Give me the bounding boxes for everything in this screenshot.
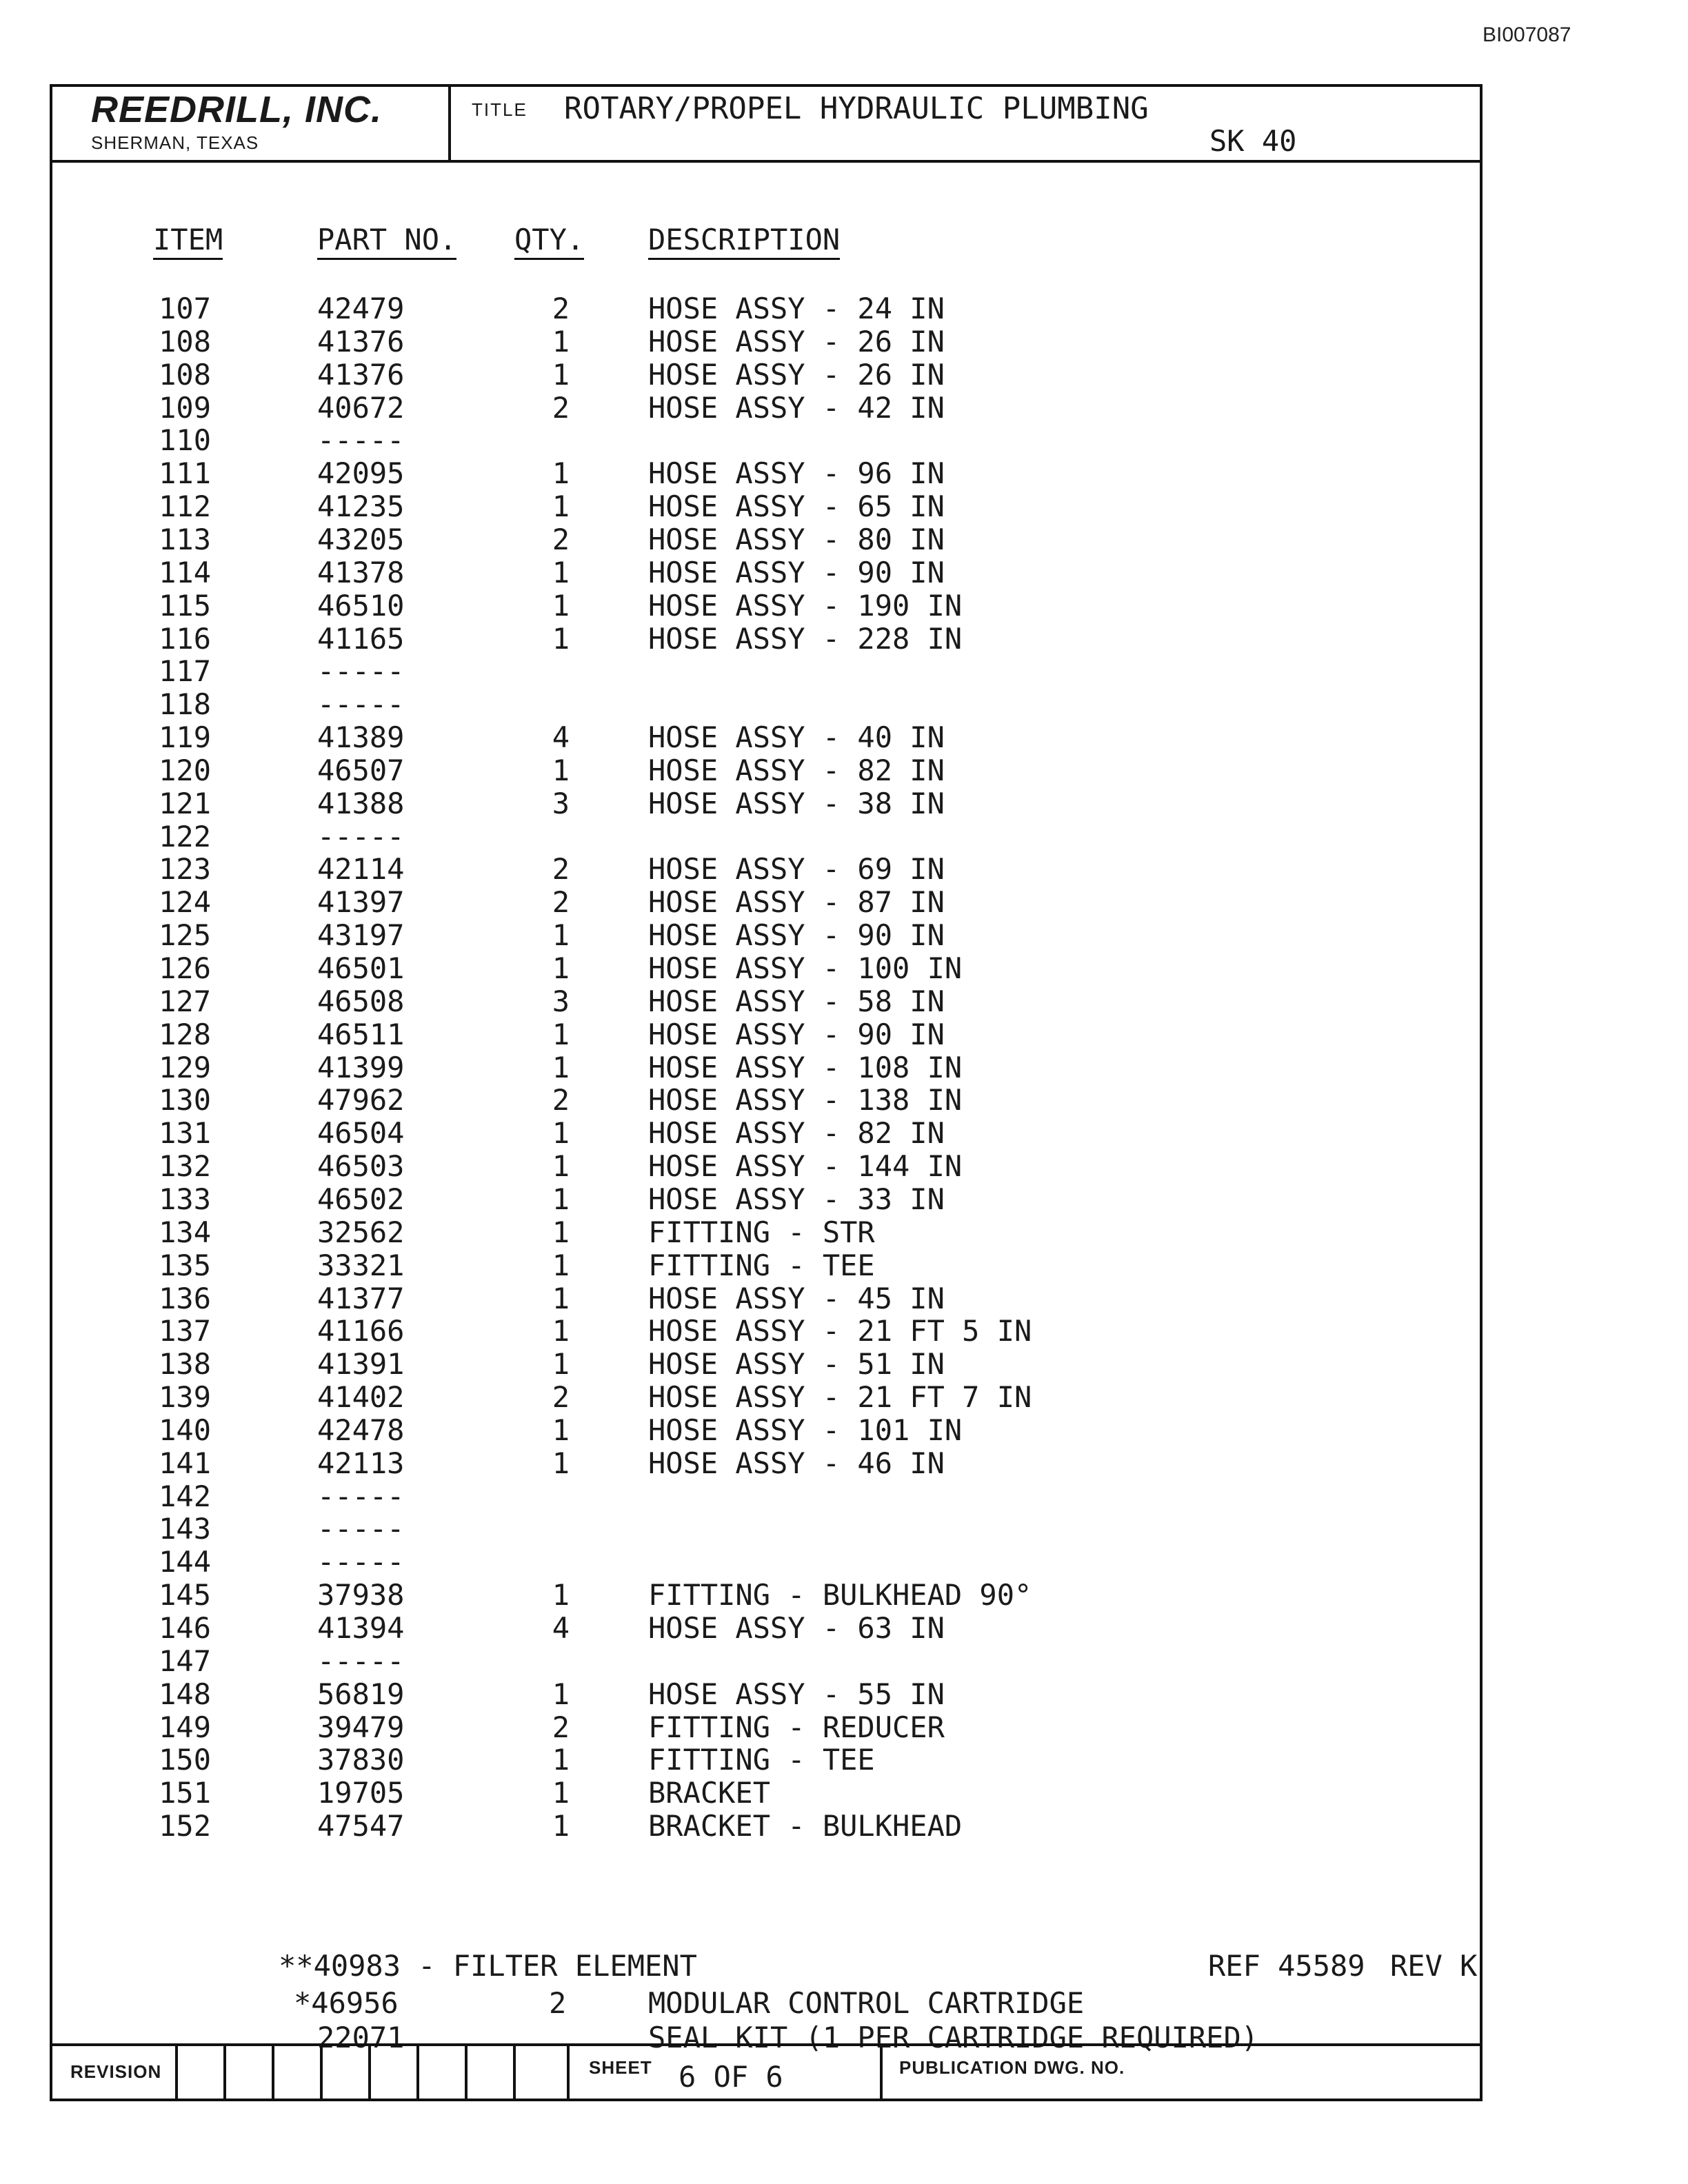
reference-number: REF 45589 bbox=[1208, 1949, 1365, 1983]
item-number: 116 bbox=[159, 622, 211, 656]
revision-label: REVISION bbox=[70, 2061, 162, 2082]
quantity: 1 bbox=[552, 918, 570, 952]
item-number: 117 bbox=[159, 654, 211, 688]
table-row bbox=[52, 1743, 1480, 1776]
description: BRACKET bbox=[648, 1776, 771, 1810]
item-number: 124 bbox=[159, 885, 211, 919]
sheet-label: SHEET bbox=[589, 2057, 652, 2078]
quantity: 1 bbox=[552, 456, 570, 490]
revision-cell bbox=[175, 2046, 223, 2099]
seal-kit-part-number: 22071 bbox=[317, 2021, 405, 2054]
part-number: 43205 bbox=[317, 523, 405, 556]
item-number: 107 bbox=[159, 292, 211, 325]
table-row bbox=[52, 1183, 1480, 1215]
quantity: 2 bbox=[552, 523, 570, 556]
table-row bbox=[52, 1678, 1480, 1710]
item-number: 148 bbox=[159, 1677, 211, 1711]
table-row bbox=[52, 1711, 1480, 1743]
part-number: 46510 bbox=[317, 589, 405, 623]
filter-note: **40983 - FILTER ELEMENT bbox=[279, 1949, 697, 1983]
description: HOSE ASSY - 21 FT 5 IN bbox=[648, 1314, 1032, 1348]
table-row bbox=[52, 952, 1480, 984]
description: HOSE ASSY - 100 IN bbox=[648, 951, 963, 985]
table-row bbox=[52, 1546, 1480, 1578]
item-number: 140 bbox=[159, 1413, 211, 1447]
part-number: ----- bbox=[317, 687, 405, 721]
part-number: ----- bbox=[317, 1545, 405, 1579]
quantity: 1 bbox=[552, 1314, 570, 1348]
item-number: 131 bbox=[159, 1116, 211, 1150]
part-number: 37830 bbox=[317, 1743, 405, 1777]
quantity: 1 bbox=[552, 325, 570, 358]
table-row bbox=[52, 1117, 1480, 1149]
table-row bbox=[52, 457, 1480, 489]
part-number: 41376 bbox=[317, 358, 405, 392]
table-row bbox=[52, 1282, 1480, 1315]
item-number: 110 bbox=[159, 423, 211, 457]
description: HOSE ASSY - 101 IN bbox=[648, 1413, 963, 1447]
table-row bbox=[52, 688, 1480, 720]
description: HOSE ASSY - 51 IN bbox=[648, 1347, 945, 1381]
description: HOSE ASSY - 26 IN bbox=[648, 358, 945, 392]
item-number: 146 bbox=[159, 1611, 211, 1645]
description: HOSE ASSY - 82 IN bbox=[648, 1116, 945, 1150]
table-row bbox=[52, 1777, 1480, 1809]
table-row bbox=[52, 1348, 1480, 1380]
revision-cell bbox=[223, 2046, 272, 2099]
part-number: 46508 bbox=[317, 984, 405, 1018]
part-number: 41388 bbox=[317, 787, 405, 820]
drawing-frame bbox=[50, 84, 1483, 2101]
revision-letter: REV K bbox=[1390, 1949, 1478, 1983]
quantity: 1 bbox=[552, 754, 570, 787]
quantity: 2 bbox=[552, 391, 570, 425]
part-number: 46504 bbox=[317, 1116, 405, 1150]
table-row bbox=[52, 886, 1480, 918]
item-number: 127 bbox=[159, 984, 211, 1018]
description: HOSE ASSY - 63 IN bbox=[648, 1611, 945, 1645]
table-row bbox=[52, 589, 1480, 622]
table-row bbox=[52, 985, 1480, 1018]
quantity: 2 bbox=[552, 292, 570, 325]
cartridge-description: MODULAR CONTROL CARTRIDGE bbox=[648, 1986, 1085, 2020]
quantity: 1 bbox=[552, 358, 570, 392]
quantity: 4 bbox=[552, 720, 570, 754]
quantity: 2 bbox=[552, 1710, 570, 1744]
document-id: BI007087 bbox=[1483, 23, 1571, 46]
item-number: 120 bbox=[159, 754, 211, 787]
table-row bbox=[52, 424, 1480, 456]
table-row bbox=[52, 1414, 1480, 1446]
sheet-number: 6 OF 6 bbox=[679, 2060, 783, 2094]
quantity: 1 bbox=[552, 1018, 570, 1051]
quantity: 1 bbox=[552, 489, 570, 523]
item-number: 114 bbox=[159, 556, 211, 589]
item-number: 139 bbox=[159, 1380, 211, 1414]
part-number: 41394 bbox=[317, 1611, 405, 1645]
cartridge-part-number: *46956 bbox=[294, 1986, 399, 2020]
revision-cell bbox=[513, 2046, 570, 2099]
table-row bbox=[52, 919, 1480, 951]
quantity: 1 bbox=[552, 1347, 570, 1381]
part-number: 41377 bbox=[317, 1282, 405, 1315]
table-row bbox=[52, 358, 1480, 391]
title-block bbox=[52, 87, 1480, 163]
item-number: 136 bbox=[159, 1282, 211, 1315]
column-header-part-no: PART NO. bbox=[317, 223, 456, 260]
part-number: 46501 bbox=[317, 951, 405, 985]
table-row bbox=[52, 853, 1480, 885]
publication-box bbox=[880, 2046, 883, 2099]
part-number: 42478 bbox=[317, 1413, 405, 1447]
item-number: 145 bbox=[159, 1578, 211, 1612]
description: BRACKET - BULKHEAD bbox=[648, 1809, 963, 1843]
cartridge-qty: 2 bbox=[549, 1986, 567, 2020]
part-number: ----- bbox=[317, 1479, 405, 1513]
table-row bbox=[52, 392, 1480, 424]
part-number: 56819 bbox=[317, 1677, 405, 1711]
company-box bbox=[52, 87, 451, 160]
quantity: 1 bbox=[552, 1578, 570, 1612]
seal-kit-description: SEAL KIT (1 PER CARTRIDGE REQUIRED) bbox=[648, 2021, 1259, 2054]
description: HOSE ASSY - 108 IN bbox=[648, 1051, 963, 1084]
description: HOSE ASSY - 21 FT 7 IN bbox=[648, 1380, 1032, 1414]
part-number: 42479 bbox=[317, 292, 405, 325]
description: HOSE ASSY - 190 IN bbox=[648, 589, 963, 623]
part-number: 42095 bbox=[317, 456, 405, 490]
part-number: 41378 bbox=[317, 556, 405, 589]
table-row bbox=[52, 1810, 1480, 1842]
table-row bbox=[52, 556, 1480, 589]
description: HOSE ASSY - 80 IN bbox=[648, 523, 945, 556]
quantity: 1 bbox=[552, 1446, 570, 1480]
quantity: 1 bbox=[552, 1413, 570, 1447]
part-number: 40672 bbox=[317, 391, 405, 425]
item-number: 152 bbox=[159, 1809, 211, 1843]
part-number: 41397 bbox=[317, 885, 405, 919]
item-number: 143 bbox=[159, 1512, 211, 1546]
description: FITTING - STR bbox=[648, 1215, 875, 1249]
description: HOSE ASSY - 42 IN bbox=[648, 391, 945, 425]
table-row bbox=[52, 623, 1480, 655]
table-row bbox=[52, 1513, 1480, 1545]
description: HOSE ASSY - 228 IN bbox=[648, 622, 963, 656]
description: HOSE ASSY - 144 IN bbox=[648, 1149, 963, 1183]
table-row bbox=[52, 1645, 1480, 1677]
table-row bbox=[52, 1216, 1480, 1248]
quantity: 1 bbox=[552, 1149, 570, 1183]
item-number: 130 bbox=[159, 1083, 211, 1117]
column-header-qty: QTY. bbox=[514, 223, 584, 260]
quantity: 1 bbox=[552, 1776, 570, 1810]
quantity: 1 bbox=[552, 1051, 570, 1084]
item-number: 115 bbox=[159, 589, 211, 623]
table-row bbox=[52, 655, 1480, 687]
description: FITTING - TEE bbox=[648, 1248, 875, 1282]
part-number: 41391 bbox=[317, 1347, 405, 1381]
table-row bbox=[52, 1150, 1480, 1182]
table-row bbox=[52, 292, 1480, 325]
item-number: 142 bbox=[159, 1479, 211, 1513]
quantity: 1 bbox=[552, 1809, 570, 1843]
table-row bbox=[52, 325, 1480, 358]
title-label: TITLE bbox=[472, 99, 528, 120]
table-row bbox=[52, 1480, 1480, 1513]
part-number: 39479 bbox=[317, 1710, 405, 1744]
part-number: 47547 bbox=[317, 1809, 405, 1843]
part-number: 46507 bbox=[317, 754, 405, 787]
item-number: 134 bbox=[159, 1215, 211, 1249]
table-row bbox=[52, 1579, 1480, 1611]
revision-cell bbox=[465, 2046, 513, 2099]
item-number: 108 bbox=[159, 358, 211, 392]
part-number: 37938 bbox=[317, 1578, 405, 1612]
revision-cell bbox=[320, 2046, 368, 2099]
quantity: 4 bbox=[552, 1611, 570, 1645]
table-row bbox=[52, 1084, 1480, 1116]
part-number: ----- bbox=[317, 1512, 405, 1546]
description: HOSE ASSY - 138 IN bbox=[648, 1083, 963, 1117]
description: HOSE ASSY - 55 IN bbox=[648, 1677, 945, 1711]
quantity: 3 bbox=[552, 787, 570, 820]
quantity: 1 bbox=[552, 1215, 570, 1249]
table-row bbox=[52, 1018, 1480, 1051]
description: FITTING - BULKHEAD 90° bbox=[648, 1578, 1032, 1612]
item-number: 112 bbox=[159, 489, 211, 523]
description: HOSE ASSY - 96 IN bbox=[648, 456, 945, 490]
item-number: 109 bbox=[159, 391, 211, 425]
description: HOSE ASSY - 65 IN bbox=[648, 489, 945, 523]
item-number: 123 bbox=[159, 852, 211, 886]
part-number: 41399 bbox=[317, 1051, 405, 1084]
quantity: 1 bbox=[552, 1743, 570, 1777]
part-number: 41165 bbox=[317, 622, 405, 656]
part-number: 46503 bbox=[317, 1149, 405, 1183]
item-number: 149 bbox=[159, 1710, 211, 1744]
table-row bbox=[52, 1381, 1480, 1413]
item-number: 133 bbox=[159, 1182, 211, 1216]
table-row bbox=[52, 1612, 1480, 1644]
item-number: 111 bbox=[159, 456, 211, 490]
item-number: 151 bbox=[159, 1776, 211, 1810]
quantity: 2 bbox=[552, 852, 570, 886]
document-title: ROTARY/PROPEL HYDRAULIC PLUMBING bbox=[564, 91, 1149, 126]
item-number: 121 bbox=[159, 787, 211, 820]
table-row bbox=[52, 490, 1480, 523]
quantity: 1 bbox=[552, 1248, 570, 1282]
quantity: 1 bbox=[552, 1677, 570, 1711]
description: HOSE ASSY - 90 IN bbox=[648, 918, 945, 952]
quantity: 3 bbox=[552, 984, 570, 1018]
part-number: 41235 bbox=[317, 489, 405, 523]
table-row bbox=[52, 721, 1480, 754]
table-row bbox=[52, 1447, 1480, 1479]
part-number: ----- bbox=[317, 1644, 405, 1678]
description: HOSE ASSY - 33 IN bbox=[648, 1182, 945, 1216]
quantity: 2 bbox=[552, 1380, 570, 1414]
item-number: 132 bbox=[159, 1149, 211, 1183]
table-row bbox=[52, 1249, 1480, 1282]
part-number: 43197 bbox=[317, 918, 405, 952]
publication-label: PUBLICATION DWG. NO. bbox=[899, 2057, 1125, 2078]
column-header-item: ITEM bbox=[153, 223, 223, 260]
part-number: ----- bbox=[317, 654, 405, 688]
part-number: 47962 bbox=[317, 1083, 405, 1117]
quantity: 1 bbox=[552, 589, 570, 623]
part-number: 42114 bbox=[317, 852, 405, 886]
quantity: 1 bbox=[552, 1116, 570, 1150]
part-number: 33321 bbox=[317, 1248, 405, 1282]
part-number: 32562 bbox=[317, 1215, 405, 1249]
column-header-description: DESCRIPTION bbox=[648, 223, 840, 260]
quantity: 2 bbox=[552, 1083, 570, 1117]
quantity: 1 bbox=[552, 951, 570, 985]
description: FITTING - TEE bbox=[648, 1743, 875, 1777]
description: HOSE ASSY - 38 IN bbox=[648, 787, 945, 820]
item-number: 122 bbox=[159, 820, 211, 853]
drawing-number: SK 40 bbox=[1209, 124, 1297, 158]
item-number: 150 bbox=[159, 1743, 211, 1777]
company-location: SHERMAN, TEXAS bbox=[91, 132, 259, 153]
item-number: 108 bbox=[159, 325, 211, 358]
part-number: 41389 bbox=[317, 720, 405, 754]
part-number: 41376 bbox=[317, 325, 405, 358]
table-row bbox=[52, 523, 1480, 556]
description: HOSE ASSY - 46 IN bbox=[648, 1446, 945, 1480]
item-number: 119 bbox=[159, 720, 211, 754]
item-number: 144 bbox=[159, 1545, 211, 1579]
item-number: 141 bbox=[159, 1446, 211, 1480]
item-number: 126 bbox=[159, 951, 211, 985]
revision-cell bbox=[416, 2046, 465, 2099]
item-number: 147 bbox=[159, 1644, 211, 1678]
part-number: 41166 bbox=[317, 1314, 405, 1348]
quantity: 1 bbox=[552, 622, 570, 656]
table-row bbox=[52, 1051, 1480, 1084]
description: HOSE ASSY - 26 IN bbox=[648, 325, 945, 358]
table-row bbox=[52, 754, 1480, 787]
quantity: 2 bbox=[552, 885, 570, 919]
revision-block bbox=[52, 2043, 1480, 2099]
description: HOSE ASSY - 40 IN bbox=[648, 720, 945, 754]
table-row bbox=[52, 1315, 1480, 1347]
description: HOSE ASSY - 45 IN bbox=[648, 1282, 945, 1315]
part-number: 46502 bbox=[317, 1182, 405, 1216]
item-number: 135 bbox=[159, 1248, 211, 1282]
part-number: ----- bbox=[317, 820, 405, 853]
revision-cell bbox=[368, 2046, 416, 2099]
quantity: 1 bbox=[552, 1282, 570, 1315]
description: HOSE ASSY - 82 IN bbox=[648, 754, 945, 787]
item-number: 125 bbox=[159, 918, 211, 952]
company-name: REEDRILL, INC. bbox=[91, 89, 383, 130]
item-number: 129 bbox=[159, 1051, 211, 1084]
part-number: 19705 bbox=[317, 1776, 405, 1810]
revision-cell bbox=[272, 2046, 320, 2099]
part-number: 41402 bbox=[317, 1380, 405, 1414]
item-number: 137 bbox=[159, 1314, 211, 1348]
description: HOSE ASSY - 69 IN bbox=[648, 852, 945, 886]
description: HOSE ASSY - 90 IN bbox=[648, 1018, 945, 1051]
item-number: 113 bbox=[159, 523, 211, 556]
description: HOSE ASSY - 24 IN bbox=[648, 292, 945, 325]
part-number: 46511 bbox=[317, 1018, 405, 1051]
description: HOSE ASSY - 87 IN bbox=[648, 885, 945, 919]
table-row bbox=[52, 787, 1480, 820]
item-number: 128 bbox=[159, 1018, 211, 1051]
description: FITTING - REDUCER bbox=[648, 1710, 945, 1744]
quantity: 1 bbox=[552, 556, 570, 589]
quantity: 1 bbox=[552, 1182, 570, 1216]
part-number: 42113 bbox=[317, 1446, 405, 1480]
item-number: 118 bbox=[159, 687, 211, 721]
part-number: ----- bbox=[317, 423, 405, 457]
description: HOSE ASSY - 90 IN bbox=[648, 556, 945, 589]
description: HOSE ASSY - 58 IN bbox=[648, 984, 945, 1018]
table-row bbox=[52, 820, 1480, 853]
item-number: 138 bbox=[159, 1347, 211, 1381]
